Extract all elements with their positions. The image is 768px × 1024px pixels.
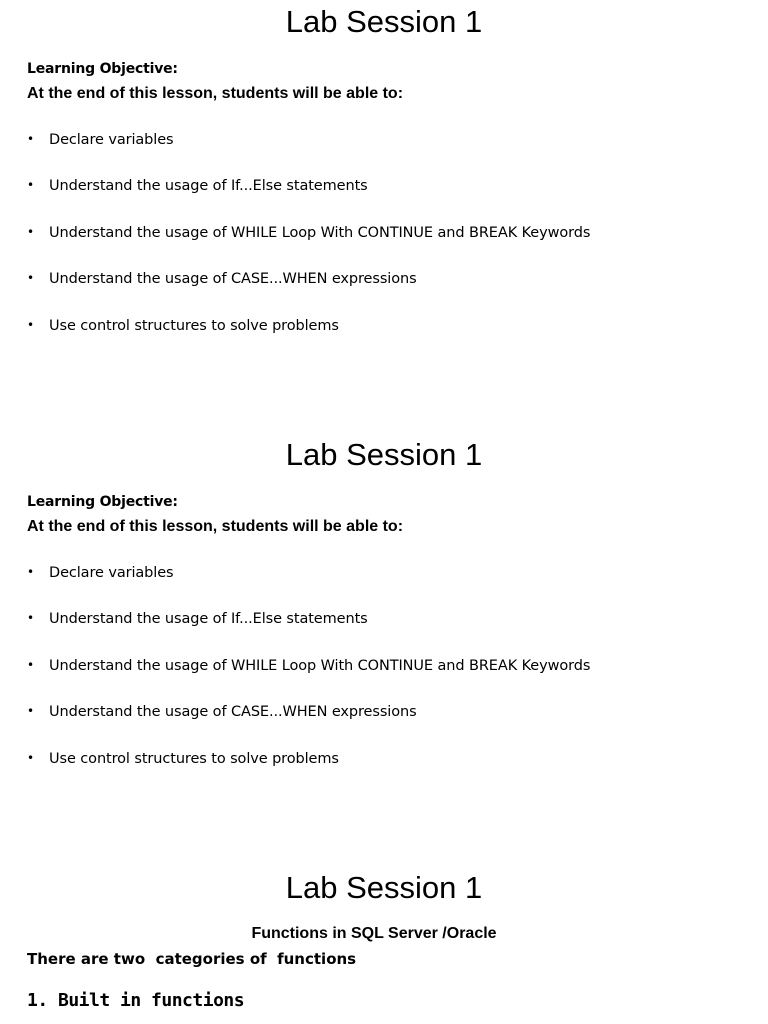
bullet-icon: • (27, 611, 34, 625)
list-item-text: Understand the usage of WHILE Loop With CONTINUE and BREAK Keywords (49, 225, 591, 241)
page-title: Lab Session 1 (285, 437, 483, 472)
list-item-text: Use control structures to solve problems (49, 318, 339, 334)
bullet-icon: • (27, 225, 34, 239)
intro-text: At the end of this lesson, students will be able to: (27, 85, 404, 102)
functions-subtitle: Functions in SQL Server /Oracle (251, 925, 497, 942)
list-item (27, 131, 174, 149)
list-item-text: Use control structures to solve problems (49, 751, 339, 767)
learning-objective-label: Learning Objective: (27, 494, 178, 510)
list-item (27, 610, 368, 628)
list-item-text: Understand the usage of If...Else statements (49, 178, 368, 194)
list-item (27, 177, 368, 195)
list-item (27, 224, 590, 242)
bullet-icon: • (27, 318, 34, 332)
learning-objective-label: Learning Objective: (27, 61, 178, 77)
bullet-icon: • (27, 565, 34, 579)
bullet-icon: • (27, 704, 34, 718)
bullet-icon: • (27, 132, 34, 146)
list-item-text: Declare variables (49, 132, 174, 148)
bullet-icon: • (27, 658, 34, 672)
list-item (27, 317, 339, 335)
list-item-text: Understand the usage of WHILE Loop With CONTINUE and BREAK Keywords (49, 658, 591, 674)
list-item (27, 657, 590, 675)
page-title: Lab Session 1 (285, 870, 483, 905)
intro-text: At the end of this lesson, students will be able to: (27, 518, 404, 535)
bullet-icon: • (27, 271, 34, 285)
list-item (27, 564, 174, 582)
categories-text: There are two categories of functions (27, 950, 357, 968)
list-item (27, 703, 417, 721)
list-item-text: Understand the usage of If...Else statements (49, 611, 368, 627)
list-item-text: Understand the usage of CASE...WHEN expressions (49, 704, 417, 720)
bullet-icon: • (27, 178, 34, 192)
list-item (27, 750, 339, 768)
bullet-icon: • (27, 751, 34, 765)
list-item-text: Understand the usage of CASE...WHEN expressions (49, 271, 417, 287)
page-title: Lab Session 1 (285, 4, 483, 39)
list-item-text: Declare variables (49, 565, 174, 581)
list-item (27, 270, 417, 288)
numbered-item: 1. Built in functions (27, 990, 245, 1011)
